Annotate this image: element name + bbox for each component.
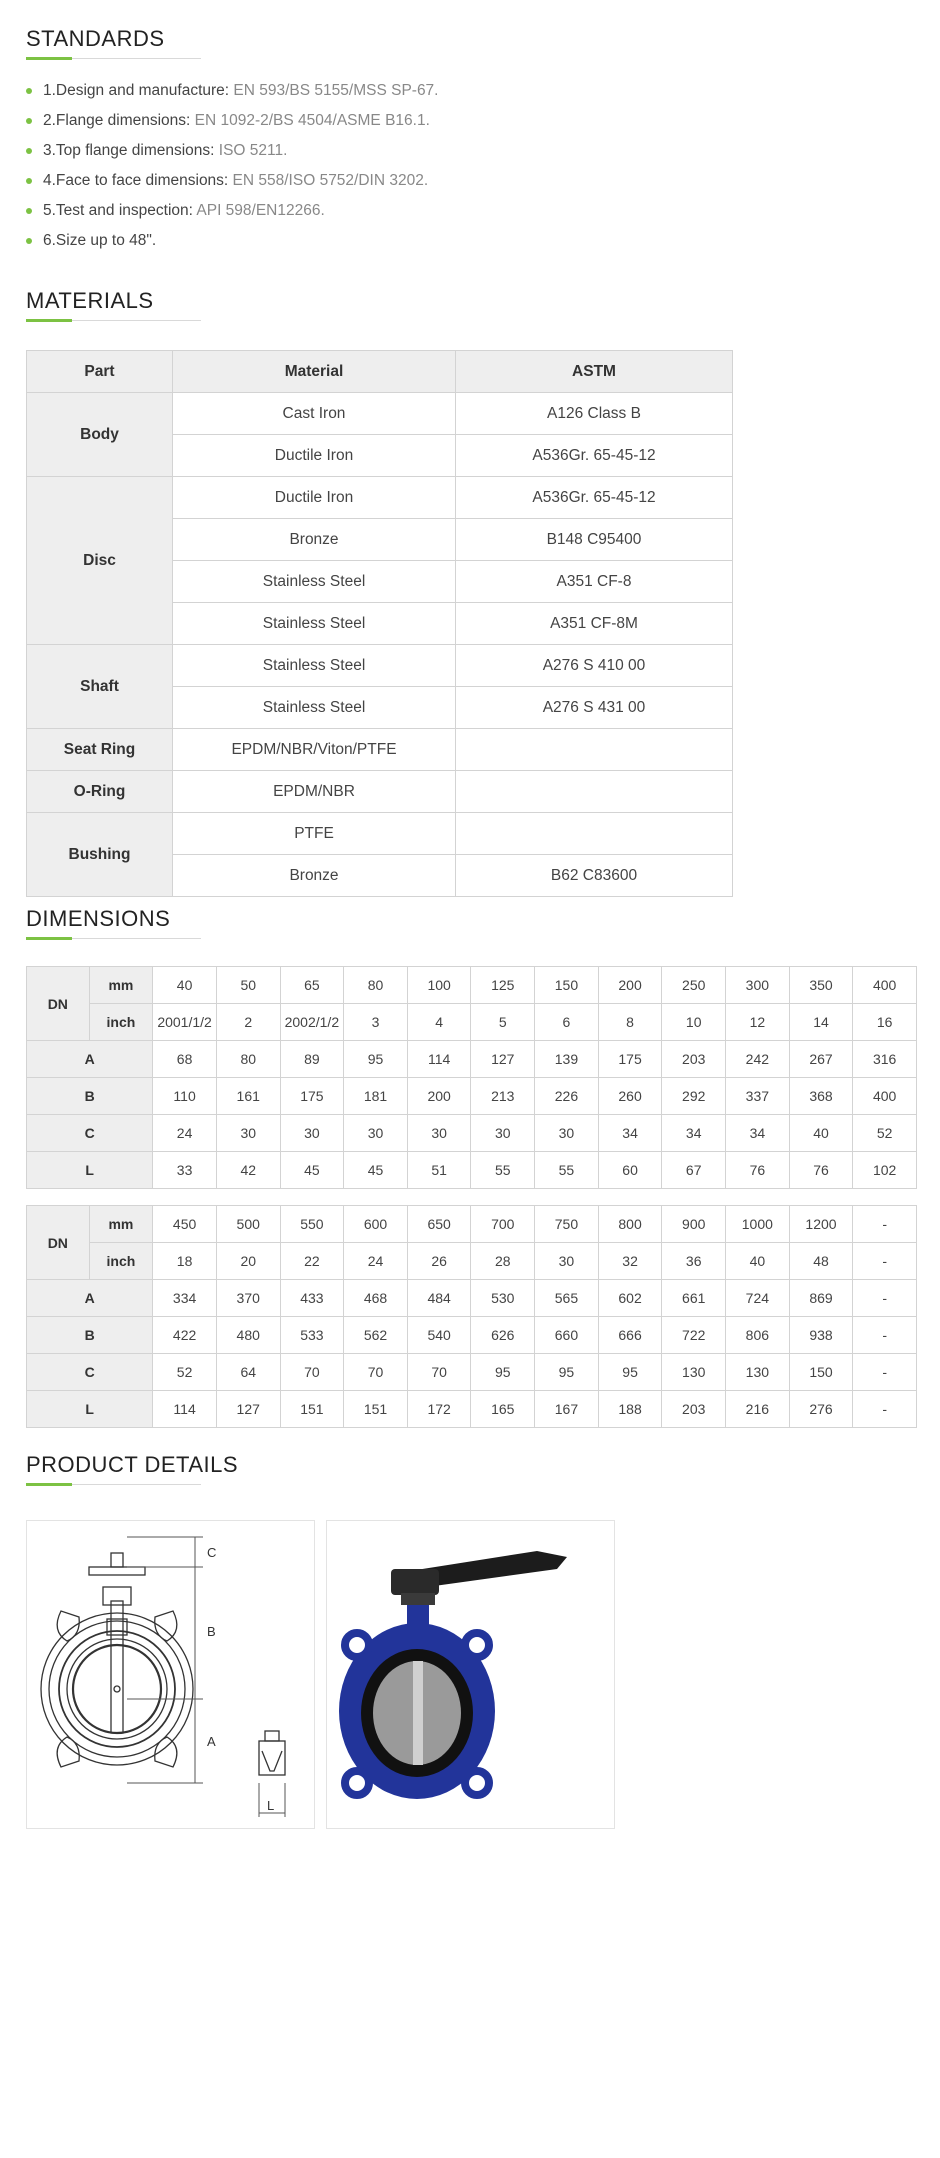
dim-c-cell: 70 [344, 1354, 408, 1391]
mm-header: mm [89, 967, 153, 1004]
table-row [27, 771, 733, 813]
dim-a-cell: 484 [407, 1280, 471, 1317]
dim-c-cell: 150 [789, 1354, 853, 1391]
table-row [27, 477, 733, 519]
dim-inch-cell: 14 [789, 1004, 853, 1041]
dn-header: DN [27, 967, 90, 1041]
table-row [27, 1391, 917, 1428]
standards-title: STANDARDS [26, 26, 165, 51]
dim-l-cell: 76 [789, 1152, 853, 1189]
table-row [27, 813, 733, 855]
dim-mm-cell: 650 [407, 1206, 471, 1243]
mm-header: mm [89, 1206, 153, 1243]
product-details-title: PRODUCT DETAILS [26, 1452, 239, 1477]
dim-c-cell: 30 [471, 1115, 535, 1152]
dim-b-cell: 181 [344, 1078, 408, 1115]
dim-c-cell: 95 [535, 1354, 599, 1391]
dim-mm-cell: 100 [407, 967, 471, 1004]
table-row [27, 393, 733, 435]
table-row [27, 1206, 917, 1243]
dim-b-cell: 200 [407, 1078, 471, 1115]
astm-cell: A351 CF-8M [456, 603, 733, 645]
table-row [27, 1004, 917, 1041]
dim-c-cell: 52 [853, 1115, 917, 1152]
dim-b-cell: 938 [789, 1317, 853, 1354]
part-cell: Seat Ring [27, 729, 173, 771]
astm-cell: B148 C95400 [456, 519, 733, 561]
dim-l-header: L [27, 1391, 153, 1428]
astm-cell: A536Gr. 65-45-12 [456, 435, 733, 477]
dim-inch-cell: 32 [598, 1243, 662, 1280]
table-row [27, 1354, 917, 1391]
technical-drawing [26, 1520, 315, 1829]
part-cell: Body [27, 393, 173, 477]
dim-l-cell: 60 [598, 1152, 662, 1189]
dim-b-cell: 540 [407, 1317, 471, 1354]
astm-header: ASTM [456, 351, 733, 393]
dim-a-cell: 175 [598, 1041, 662, 1078]
material-cell: Stainless Steel [173, 603, 456, 645]
dim-inch-cell: 48 [789, 1243, 853, 1280]
dim-mm-cell: 700 [471, 1206, 535, 1243]
standards-item: 2.Flange dimensions: EN 1092-2/BS 4504/ASME B16.1. [26, 106, 439, 136]
part-cell: Bushing [27, 813, 173, 897]
inch-header: inch [89, 1004, 153, 1041]
dim-a-cell: 334 [153, 1280, 217, 1317]
dim-mm-cell: 125 [471, 967, 535, 1004]
dim-a-cell: 139 [535, 1041, 599, 1078]
dim-b-header: B [27, 1078, 153, 1115]
dim-inch-cell: 8 [598, 1004, 662, 1041]
table-row [27, 729, 733, 771]
dim-a-header: A [27, 1280, 153, 1317]
dim-inch-cell: 4 [407, 1004, 471, 1041]
bullet-icon [26, 208, 32, 214]
material-cell: Ductile Iron [173, 435, 456, 477]
standards-title-rule [26, 58, 201, 59]
dim-mm-cell: 50 [216, 967, 280, 1004]
dim-c-cell: 30 [216, 1115, 280, 1152]
dim-b-cell: 626 [471, 1317, 535, 1354]
table-header-row [27, 351, 733, 393]
dim-mm-cell: 600 [344, 1206, 408, 1243]
dimensions-table-1 [26, 966, 917, 1189]
materials-table [26, 350, 733, 897]
astm-cell: A536Gr. 65-45-12 [456, 477, 733, 519]
dim-l-cell: 42 [216, 1152, 280, 1189]
dim-mm-cell: 40 [153, 967, 217, 1004]
dim-a-cell: 370 [216, 1280, 280, 1317]
dim-mm-cell: - [853, 1206, 917, 1243]
material-cell: Cast Iron [173, 393, 456, 435]
dim-a-cell: 661 [662, 1280, 726, 1317]
dim-c-cell: 70 [407, 1354, 471, 1391]
dim-c-cell: 95 [598, 1354, 662, 1391]
dim-b-cell: 400 [853, 1078, 917, 1115]
dim-c-header: C [27, 1115, 153, 1152]
dim-a-header: A [27, 1041, 153, 1078]
product-details-title-rule [26, 1484, 201, 1485]
dim-b-header: B [27, 1317, 153, 1354]
dim-mm-cell: 550 [280, 1206, 344, 1243]
table-row [27, 1280, 917, 1317]
dim-inch-cell: 10 [662, 1004, 726, 1041]
astm-cell [456, 729, 733, 771]
dim-a-cell: 114 [407, 1041, 471, 1078]
dim-inch-cell: 20 [216, 1243, 280, 1280]
dimensions-table-2 [26, 1205, 917, 1428]
dim-l-cell: 114 [153, 1391, 217, 1428]
dim-a-cell: 468 [344, 1280, 408, 1317]
dim-a-cell: 80 [216, 1041, 280, 1078]
dim-c-cell: - [853, 1354, 917, 1391]
material-cell: Bronze [173, 519, 456, 561]
dim-c-cell: 34 [726, 1115, 790, 1152]
standards-item: 1.Design and manufacture: EN 593/BS 5155/MSS SP-67. [26, 76, 439, 106]
dim-c-header: C [27, 1354, 153, 1391]
valve-drawing-icon [27, 1521, 314, 1828]
dim-l-cell: 167 [535, 1391, 599, 1428]
dim-a-cell: 869 [789, 1280, 853, 1317]
astm-cell: A351 CF-8 [456, 561, 733, 603]
dim-mm-cell: 750 [535, 1206, 599, 1243]
dim-c-cell: 34 [598, 1115, 662, 1152]
dim-a-cell: 316 [853, 1041, 917, 1078]
dim-mm-cell: 500 [216, 1206, 280, 1243]
dim-c-cell: 34 [662, 1115, 726, 1152]
dim-l-cell: 76 [726, 1152, 790, 1189]
dim-a-cell: 203 [662, 1041, 726, 1078]
dim-c-cell: 130 [662, 1354, 726, 1391]
dim-b-cell: 806 [726, 1317, 790, 1354]
standards-item: 4.Face to face dimensions: EN 558/ISO 5752/DIN 3202. [26, 166, 439, 196]
dim-c-cell: 24 [153, 1115, 217, 1152]
part-header: Part [27, 351, 173, 393]
dim-inch-cell: 12 [726, 1004, 790, 1041]
dim-b-cell: 722 [662, 1317, 726, 1354]
butterfly-valve-icon [327, 1521, 614, 1828]
dim-l-cell: 172 [407, 1391, 471, 1428]
dimensions-title-rule [26, 938, 201, 939]
astm-cell [456, 813, 733, 855]
dim-inch-cell: 5 [471, 1004, 535, 1041]
table-row [27, 1041, 917, 1078]
dim-label-l: L [267, 1798, 275, 1813]
dim-a-cell: 724 [726, 1280, 790, 1317]
astm-cell: A126 Class B [456, 393, 733, 435]
dim-mm-cell: 80 [344, 967, 408, 1004]
dim-l-cell: 55 [535, 1152, 599, 1189]
dim-mm-cell: 300 [726, 967, 790, 1004]
dim-inch-cell: 28 [471, 1243, 535, 1280]
dim-inch-cell: 2001/1/2 [153, 1004, 217, 1041]
bullet-icon [26, 178, 32, 184]
dim-c-cell: 30 [535, 1115, 599, 1152]
dim-inch-cell: 16 [853, 1004, 917, 1041]
dim-inch-cell: 6 [535, 1004, 599, 1041]
dim-c-cell: 30 [407, 1115, 471, 1152]
material-cell: Stainless Steel [173, 687, 456, 729]
part-cell: Shaft [27, 645, 173, 729]
dim-b-cell: 666 [598, 1317, 662, 1354]
dim-mm-cell: 150 [535, 967, 599, 1004]
astm-cell: A276 S 431 00 [456, 687, 733, 729]
standards-item: 5.Test and inspection: API 598/EN12266. [26, 196, 439, 226]
dim-mm-cell: 800 [598, 1206, 662, 1243]
dim-l-header: L [27, 1152, 153, 1189]
material-cell: EPDM/NBR/Viton/PTFE [173, 729, 456, 771]
product-photo [326, 1520, 615, 1829]
table-row [27, 967, 917, 1004]
dim-b-cell: 480 [216, 1317, 280, 1354]
dim-inch-cell: - [853, 1243, 917, 1280]
material-header: Material [173, 351, 456, 393]
table-row [27, 1078, 917, 1115]
bullet-icon [26, 88, 32, 94]
bullet-icon [26, 118, 32, 124]
dim-l-cell: 188 [598, 1391, 662, 1428]
dimensions-title: DIMENSIONS [26, 906, 171, 931]
astm-cell [456, 771, 733, 813]
dim-inch-cell: 40 [726, 1243, 790, 1280]
dim-l-cell: 127 [216, 1391, 280, 1428]
materials-title-rule [26, 320, 201, 321]
table-row [27, 1317, 917, 1354]
dim-l-cell: 33 [153, 1152, 217, 1189]
part-cell: O-Ring [27, 771, 173, 813]
dim-label-c: C [207, 1545, 217, 1560]
dim-l-cell: - [853, 1391, 917, 1428]
dim-mm-cell: 900 [662, 1206, 726, 1243]
dim-mm-cell: 250 [662, 967, 726, 1004]
dim-c-cell: 130 [726, 1354, 790, 1391]
dim-a-cell: 267 [789, 1041, 853, 1078]
standards-item: 3.Top flange dimensions: ISO 5211. [26, 136, 439, 166]
part-cell: Disc [27, 477, 173, 645]
dim-inch-cell: 24 [344, 1243, 408, 1280]
dim-b-cell: - [853, 1317, 917, 1354]
dim-b-cell: 368 [789, 1078, 853, 1115]
dim-l-cell: 55 [471, 1152, 535, 1189]
dim-l-cell: 151 [344, 1391, 408, 1428]
dim-l-cell: 276 [789, 1391, 853, 1428]
dim-inch-cell: 30 [535, 1243, 599, 1280]
dim-a-cell: 89 [280, 1041, 344, 1078]
material-cell: EPDM/NBR [173, 771, 456, 813]
dim-mm-cell: 200 [598, 967, 662, 1004]
material-cell: Stainless Steel [173, 561, 456, 603]
dim-b-cell: 660 [535, 1317, 599, 1354]
dim-label-a: A [207, 1734, 216, 1749]
dim-c-cell: 30 [280, 1115, 344, 1152]
dim-a-cell: 68 [153, 1041, 217, 1078]
dim-inch-cell: 36 [662, 1243, 726, 1280]
dim-b-cell: 110 [153, 1078, 217, 1115]
table-row [27, 1152, 917, 1189]
dim-c-cell: 70 [280, 1354, 344, 1391]
dim-b-cell: 213 [471, 1078, 535, 1115]
dim-c-cell: 64 [216, 1354, 280, 1391]
dim-a-cell: 602 [598, 1280, 662, 1317]
dim-mm-cell: 350 [789, 967, 853, 1004]
dim-l-cell: 203 [662, 1391, 726, 1428]
dim-l-cell: 216 [726, 1391, 790, 1428]
dim-l-cell: 165 [471, 1391, 535, 1428]
dim-b-cell: 226 [535, 1078, 599, 1115]
astm-cell: A276 S 410 00 [456, 645, 733, 687]
dim-c-cell: 30 [344, 1115, 408, 1152]
dim-mm-cell: 65 [280, 967, 344, 1004]
dim-l-cell: 51 [407, 1152, 471, 1189]
dim-l-cell: 45 [344, 1152, 408, 1189]
dim-b-cell: 422 [153, 1317, 217, 1354]
dim-inch-cell: 26 [407, 1243, 471, 1280]
materials-title: MATERIALS [26, 288, 154, 313]
dim-a-cell: 242 [726, 1041, 790, 1078]
bullet-icon [26, 238, 32, 244]
standards-list [26, 76, 439, 256]
dim-b-cell: 161 [216, 1078, 280, 1115]
dim-mm-cell: 1000 [726, 1206, 790, 1243]
dim-l-cell: 45 [280, 1152, 344, 1189]
dim-inch-cell: 3 [344, 1004, 408, 1041]
material-cell: Ductile Iron [173, 477, 456, 519]
dim-inch-cell: 18 [153, 1243, 217, 1280]
dim-a-cell: 433 [280, 1280, 344, 1317]
dn-header: DN [27, 1206, 90, 1280]
astm-cell: B62 C83600 [456, 855, 733, 897]
dim-a-cell: - [853, 1280, 917, 1317]
dim-a-cell: 565 [535, 1280, 599, 1317]
dim-l-cell: 151 [280, 1391, 344, 1428]
bullet-icon [26, 148, 32, 154]
dim-inch-cell: 22 [280, 1243, 344, 1280]
dim-a-cell: 95 [344, 1041, 408, 1078]
table-row [27, 1243, 917, 1280]
dim-mm-cell: 1200 [789, 1206, 853, 1243]
dim-label-b: B [207, 1624, 216, 1639]
dim-b-cell: 562 [344, 1317, 408, 1354]
standards-item: 6.Size up to 48". [26, 226, 439, 256]
dim-a-cell: 127 [471, 1041, 535, 1078]
dim-inch-cell: 2 [216, 1004, 280, 1041]
dim-b-cell: 260 [598, 1078, 662, 1115]
dim-c-cell: 40 [789, 1115, 853, 1152]
inch-header: inch [89, 1243, 153, 1280]
dim-a-cell: 530 [471, 1280, 535, 1317]
table-row [27, 645, 733, 687]
material-cell: Bronze [173, 855, 456, 897]
dim-b-cell: 292 [662, 1078, 726, 1115]
material-cell: PTFE [173, 813, 456, 855]
dim-c-cell: 95 [471, 1354, 535, 1391]
dim-mm-cell: 400 [853, 967, 917, 1004]
dim-b-cell: 175 [280, 1078, 344, 1115]
dim-inch-cell: 2002/1/2 [280, 1004, 344, 1041]
table-row [27, 1115, 917, 1152]
dim-b-cell: 337 [726, 1078, 790, 1115]
dim-mm-cell: 450 [153, 1206, 217, 1243]
dim-b-cell: 533 [280, 1317, 344, 1354]
dim-c-cell: 52 [153, 1354, 217, 1391]
dim-l-cell: 67 [662, 1152, 726, 1189]
dim-l-cell: 102 [853, 1152, 917, 1189]
material-cell: Stainless Steel [173, 645, 456, 687]
